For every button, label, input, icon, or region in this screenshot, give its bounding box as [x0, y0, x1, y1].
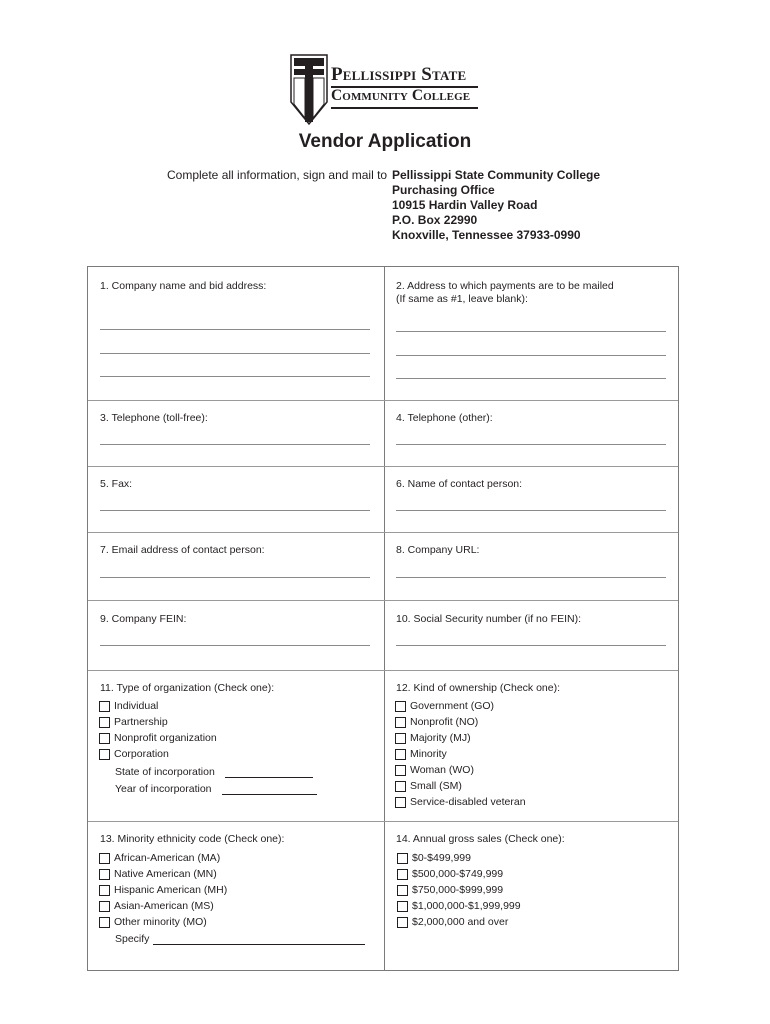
contact-person-line[interactable] [396, 510, 666, 511]
org-type-option[interactable] [99, 714, 168, 730]
checkbox-icon[interactable] [397, 853, 408, 864]
address-line: P.O. Box 22990 [392, 213, 478, 227]
option-label: Small (SM) [410, 780, 462, 792]
logo-line-2: Community College [331, 87, 471, 104]
option-label: Majority (MJ) [410, 732, 471, 744]
checkbox-icon[interactable] [395, 765, 406, 776]
ownership-option[interactable] [395, 746, 447, 762]
row-divider [88, 821, 678, 822]
company-url-line[interactable] [396, 577, 666, 578]
option-label: Nonprofit (NO) [410, 716, 479, 728]
ownership-option[interactable] [395, 762, 474, 778]
page-title: Vendor Application [298, 131, 472, 152]
option-label: Native American (MN) [114, 868, 217, 880]
sales-option[interactable] [397, 866, 503, 882]
company-fein-label: 9. Company FEIN: [100, 613, 187, 625]
shield-logo-icon [290, 54, 328, 126]
telephone-tollfree-label: 3. Telephone (toll-free): [100, 412, 208, 424]
company-url-label: 8. Company URL: [396, 544, 480, 556]
logo-line-1: Pellissippi State [331, 64, 467, 85]
specify-line[interactable] [153, 944, 365, 945]
org-type-label: 11. Type of organization (Check one): [100, 682, 275, 694]
checkbox-icon[interactable] [395, 717, 406, 728]
option-label: Minority [410, 748, 447, 760]
checkbox-icon[interactable] [99, 749, 110, 760]
row-divider [88, 670, 678, 671]
company-address-line[interactable] [100, 376, 370, 377]
ssn-label: 10. Social Security number (if no FEIN): [396, 613, 581, 625]
address-line: Pellissippi State Community College [392, 168, 601, 182]
payment-address-line[interactable] [396, 331, 666, 332]
ssn-line[interactable] [396, 645, 666, 646]
company-fein-line[interactable] [100, 645, 370, 646]
address-line: Purchasing Office [392, 183, 495, 197]
checkbox-icon[interactable] [99, 869, 110, 880]
option-label: $0-$499,999 [412, 852, 471, 864]
sales-option[interactable] [397, 850, 471, 866]
ownership-option[interactable] [395, 794, 526, 810]
year-incorporation-line[interactable] [222, 794, 317, 795]
ownership-option[interactable] [395, 698, 494, 714]
state-incorporation-label: State of incorporation [115, 766, 215, 778]
option-label: $750,000-$999,999 [412, 884, 504, 896]
year-incorporation-row [115, 783, 317, 795]
contact-email-label: 7. Email address of contact person: [100, 544, 265, 556]
telephone-tollfree-line[interactable] [100, 444, 370, 445]
option-label: $2,000,000 and over [412, 916, 509, 928]
ownership-option[interactable] [395, 714, 478, 730]
minority-option[interactable] [99, 914, 207, 930]
checkbox-icon[interactable] [395, 733, 406, 744]
option-label: Other minority (MO) [114, 916, 207, 928]
row-divider [88, 532, 678, 533]
row-divider [88, 400, 678, 401]
option-label: Partnership [114, 716, 168, 728]
checkbox-icon[interactable] [397, 901, 408, 912]
fax-label: 5. Fax: [100, 478, 133, 490]
sales-option[interactable] [397, 914, 508, 930]
option-label: $1,000,000-$1,999,999 [412, 900, 521, 912]
state-incorporation-row [115, 766, 313, 778]
telephone-other-line[interactable] [396, 444, 666, 445]
ownership-option[interactable] [395, 778, 462, 794]
payment-address-line[interactable] [396, 378, 666, 379]
row-divider [88, 466, 678, 467]
column-divider [384, 267, 385, 970]
org-type-option[interactable] [99, 698, 158, 714]
minority-option[interactable] [99, 882, 227, 898]
specify-row [115, 933, 365, 945]
org-type-option[interactable] [99, 746, 169, 762]
company-address-line[interactable] [100, 353, 370, 354]
checkbox-icon[interactable] [99, 853, 110, 864]
option-label: Service-disabled veteran [410, 796, 526, 808]
checkbox-icon[interactable] [397, 869, 408, 880]
row-divider [88, 600, 678, 601]
company-name-label: 1. Company name and bid address: [100, 280, 267, 292]
mailing-address [392, 168, 600, 243]
minority-option[interactable] [99, 866, 217, 882]
logo-rule-bottom [331, 107, 478, 109]
payment-address-note: (If same as #1, leave blank): [396, 293, 528, 305]
company-name-line[interactable] [100, 329, 370, 330]
org-type-option[interactable] [99, 730, 217, 746]
option-label: Woman (WO) [410, 764, 474, 776]
option-label: Individual [114, 700, 159, 712]
ownership-label: 12. Kind of ownership (Check one): [396, 682, 561, 694]
contact-person-label: 6. Name of contact person: [396, 478, 523, 490]
telephone-other-label: 4. Telephone (other): [396, 412, 493, 424]
payment-address-line[interactable] [396, 355, 666, 356]
option-label: Hispanic American (MH) [114, 884, 228, 896]
vendor-form [87, 266, 679, 971]
fax-line[interactable] [100, 510, 370, 511]
checkbox-icon[interactable] [99, 701, 110, 712]
checkbox-icon[interactable] [395, 781, 406, 792]
option-label: Asian-American (MS) [114, 900, 214, 912]
college-logo [290, 54, 490, 124]
address-line: 10915 Hardin Valley Road [392, 198, 538, 212]
state-incorporation-line[interactable] [225, 777, 313, 778]
checkbox-icon[interactable] [395, 749, 406, 760]
sales-option[interactable] [397, 882, 503, 898]
ownership-option[interactable] [395, 730, 471, 746]
payment-address-label: 2. Address to which payments are to be mailed [396, 280, 614, 292]
option-label: Nonprofit organization [114, 732, 217, 744]
checkbox-icon[interactable] [99, 717, 110, 728]
checkbox-icon[interactable] [397, 885, 408, 896]
specify-label: Specify [115, 933, 150, 945]
checkbox-icon[interactable] [99, 901, 110, 912]
checkbox-icon[interactable] [395, 797, 406, 808]
minority-option[interactable] [99, 898, 214, 914]
sales-option[interactable] [397, 898, 521, 914]
minority-label: 13. Minority ethnicity code (Check one): [100, 833, 285, 845]
option-label: Government (GO) [410, 700, 495, 712]
checkbox-icon[interactable] [99, 917, 110, 928]
checkbox-icon[interactable] [395, 701, 406, 712]
checkbox-icon[interactable] [99, 885, 110, 896]
address-line: Knoxville, Tennessee 37933-0990 [392, 228, 581, 242]
option-label: Corporation [114, 748, 169, 760]
checkbox-icon[interactable] [397, 917, 408, 928]
checkbox-icon[interactable] [99, 733, 110, 744]
minority-option[interactable] [99, 850, 220, 866]
instructions-text: Complete all information, sign and mail to [167, 168, 388, 182]
contact-email-line[interactable] [100, 577, 370, 578]
sales-label: 14. Annual gross sales (Check one): [396, 833, 565, 845]
year-incorporation-label: Year of incorporation [115, 783, 212, 795]
option-label: African-American (MA) [114, 852, 221, 864]
option-label: $500,000-$749,999 [412, 868, 504, 880]
